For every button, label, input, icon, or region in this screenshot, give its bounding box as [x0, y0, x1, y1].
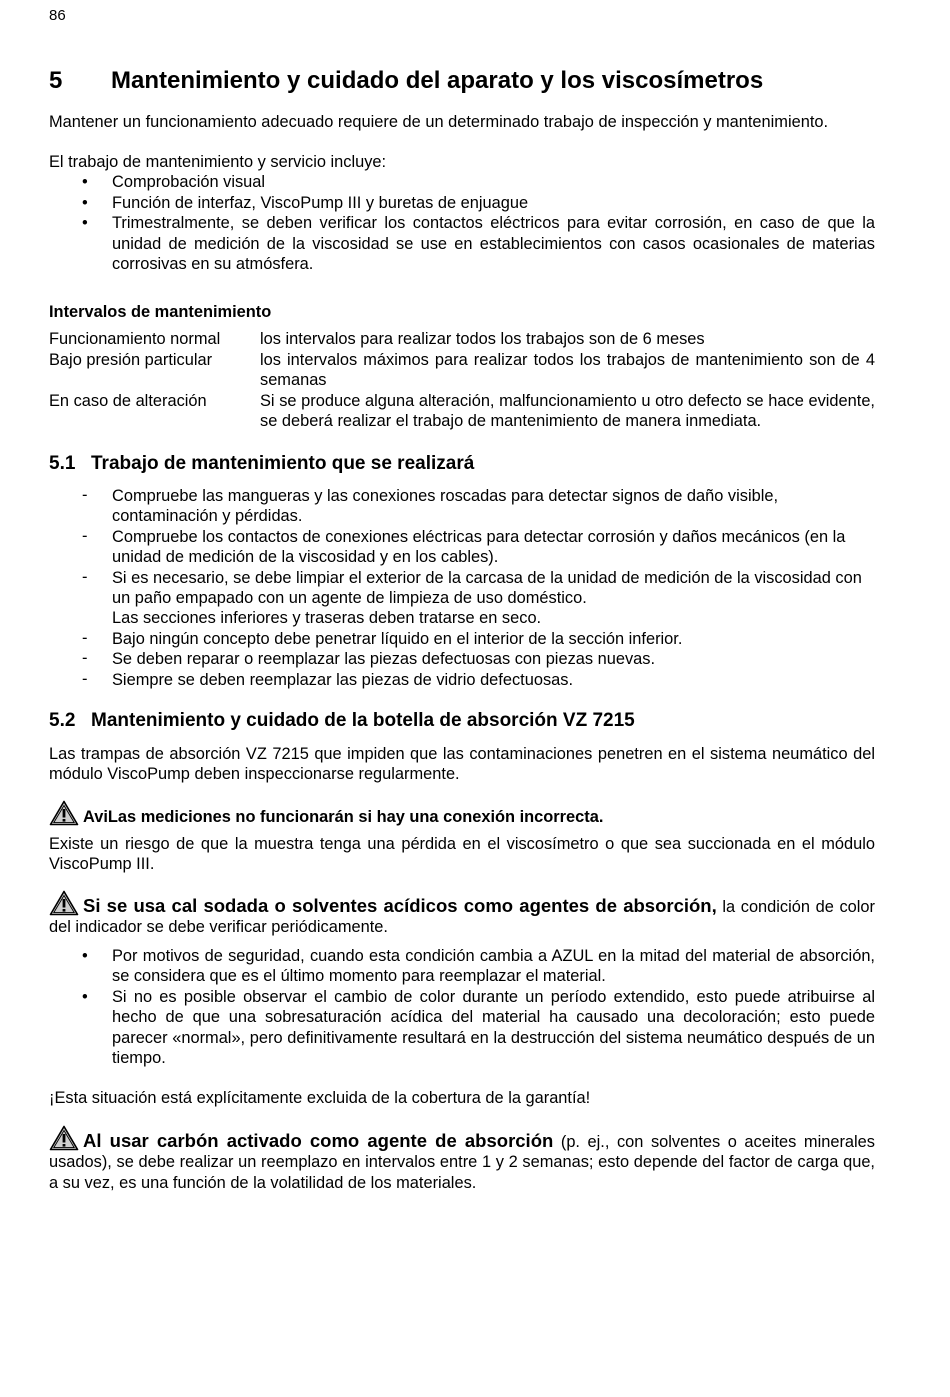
list-item: - Compruebe los contactos de conexiones eléctricas para detectar corrosión y daños mecánicos (en la unidad de medición de la viscosidad y en los cables). — [49, 527, 875, 568]
interval-text: Si se produce alguna alteración, malfuncionamiento u otro defecto se hace evidente, se deberá realizar el trabajo de mantenimiento de manera inmediata. — [260, 391, 875, 431]
subsection-number: 5.1 — [49, 453, 76, 474]
list-item: • Función de interfaz, ViscoPump III y buretas de enjuague — [49, 193, 875, 213]
warning-2-list — [49, 946, 875, 1068]
interval-text: los intervalos para realizar todos los trabajos son de 6 meses — [260, 330, 705, 349]
list-item: • Trimestralmente, se deben verificar los contactos eléctricos para evitar corrosión, en caso de que la unidad de medición de la viscosidad se use en establecimientos con casos ocasionales de materias corrosivas en su atmósfera. — [49, 213, 875, 274]
warning-triangle-icon — [49, 890, 79, 916]
list-item: - Siempre se deben reemplazar las piezas de vidrio defectuosas. — [49, 670, 875, 690]
warranty-note: ¡Esta situación está explícitamente excluida de la cobertura de la garantía! — [49, 1089, 591, 1107]
table-row — [49, 329, 875, 349]
table-row — [49, 391, 875, 432]
warning-3-bold: Al usar carbón activado como agente de absorción — [83, 1130, 554, 1151]
interval-condition: Bajo presión particular — [49, 350, 213, 369]
list-item: • Por motivos de seguridad, cuando esta condición cambia a AZUL en la mitad del material de absorción, se considera que es el último momento para reemplazar el material. — [49, 946, 875, 987]
warning-1-body: Existe un riesgo de que la muestra tenga una pérdida en el viscosímetro o que sea succionada en el módulo ViscoPump III. — [49, 835, 875, 874]
subsection-number: 5.2 — [49, 710, 76, 731]
warning-3-rest: (p. ej., con solventes o aceites minerales usados), se debe realizar un reemplazo en intervalos entre 1 y 2 semanas; esto depende del factor de carga que, a su vez, es una función de la volatilidad de los materiales. — [49, 1133, 875, 1192]
warning-1 — [49, 800, 875, 827]
warning-triangle-icon — [49, 1125, 79, 1151]
list-item: • Comprobación visual — [49, 172, 875, 192]
subsection-5-1-title — [49, 452, 875, 476]
warning-2-bold: Si se usa cal sodada o solventes acídicos como agentes de absorción, — [83, 895, 717, 916]
warning-triangle-icon — [49, 800, 79, 826]
list-item: - Compruebe las mangueras y las conexiones roscadas para detectar signos de daño visible, contaminación y pérdidas. — [49, 486, 875, 527]
maintenance-work-list — [49, 486, 875, 690]
warning-2-rest: la condición de color del indicador se debe verificar periódicamente. — [49, 898, 875, 937]
intro-paragraph: Mantener un funcionamiento adecuado requiere de un determinado trabajo de inspección y mantenimiento. — [49, 113, 829, 131]
warning-2 — [49, 890, 875, 938]
absorption-intro: Las trampas de absorción VZ 7215 que impiden que las contaminaciones penetren en el sistema neumático del módulo ViscoPump deben inspeccionarse regularmente. — [49, 745, 875, 784]
intervals-heading: Intervalos de mantenimiento — [49, 303, 272, 321]
section-title — [49, 66, 875, 96]
interval-text: los intervalos máximos para realizar todos los trabajos de mantenimiento son de 4 semanas — [260, 350, 875, 390]
warning-1-text: AviLas mediciones no funcionarán si hay una conexión incorrecta. — [83, 808, 604, 826]
service-intro: El trabajo de mantenimiento y servicio incluye: — [49, 153, 387, 171]
interval-condition: En caso de alteración — [49, 391, 207, 410]
list-item — [49, 568, 875, 629]
section-number: 5 — [49, 67, 63, 94]
service-section — [49, 152, 875, 274]
list-item: - Bajo ningún concepto debe penetrar líquido en el interior de la sección inferior. — [49, 629, 875, 649]
section-title-text: Mantenimiento y cuidado del aparato y los viscosímetros — [111, 67, 764, 94]
interval-condition: Funcionamiento normal — [49, 330, 221, 349]
list-item-text: Si es necesario, se debe limpiar el exterior de la carcasa de la unidad de medición de la viscosidad con un paño empapado con un agente de limpieza de uso doméstico. — [112, 568, 862, 608]
list-item: - Se deben reparar o reemplazar las piezas defectuosas con piezas nuevas. — [49, 649, 875, 669]
subsection-title-text: Trabajo de mantenimiento que se realizará — [91, 453, 475, 474]
intervals-section — [49, 302, 875, 431]
intervals-table — [49, 329, 875, 431]
subsection-title-text: Mantenimiento y cuidado de la botella de absorción VZ 7215 — [91, 710, 635, 731]
table-row — [49, 350, 875, 391]
list-item-note: Las secciones inferiores y traseras deben tratarse en seco. — [112, 609, 542, 628]
service-list — [49, 172, 875, 274]
warning-3 — [49, 1125, 875, 1193]
list-item: • Si no es posible observar el cambio de color durante un período extendido, esto puede atribuirse al hecho de que una sobresaturación acídica del material ha causado una decoloración; esto puede parecer «normal», pero definitivamente resultará en la destrucción del sistema neumático después de un tiempo. — [49, 987, 875, 1069]
page-number: 86 — [49, 7, 66, 24]
subsection-5-2-title — [49, 709, 875, 733]
